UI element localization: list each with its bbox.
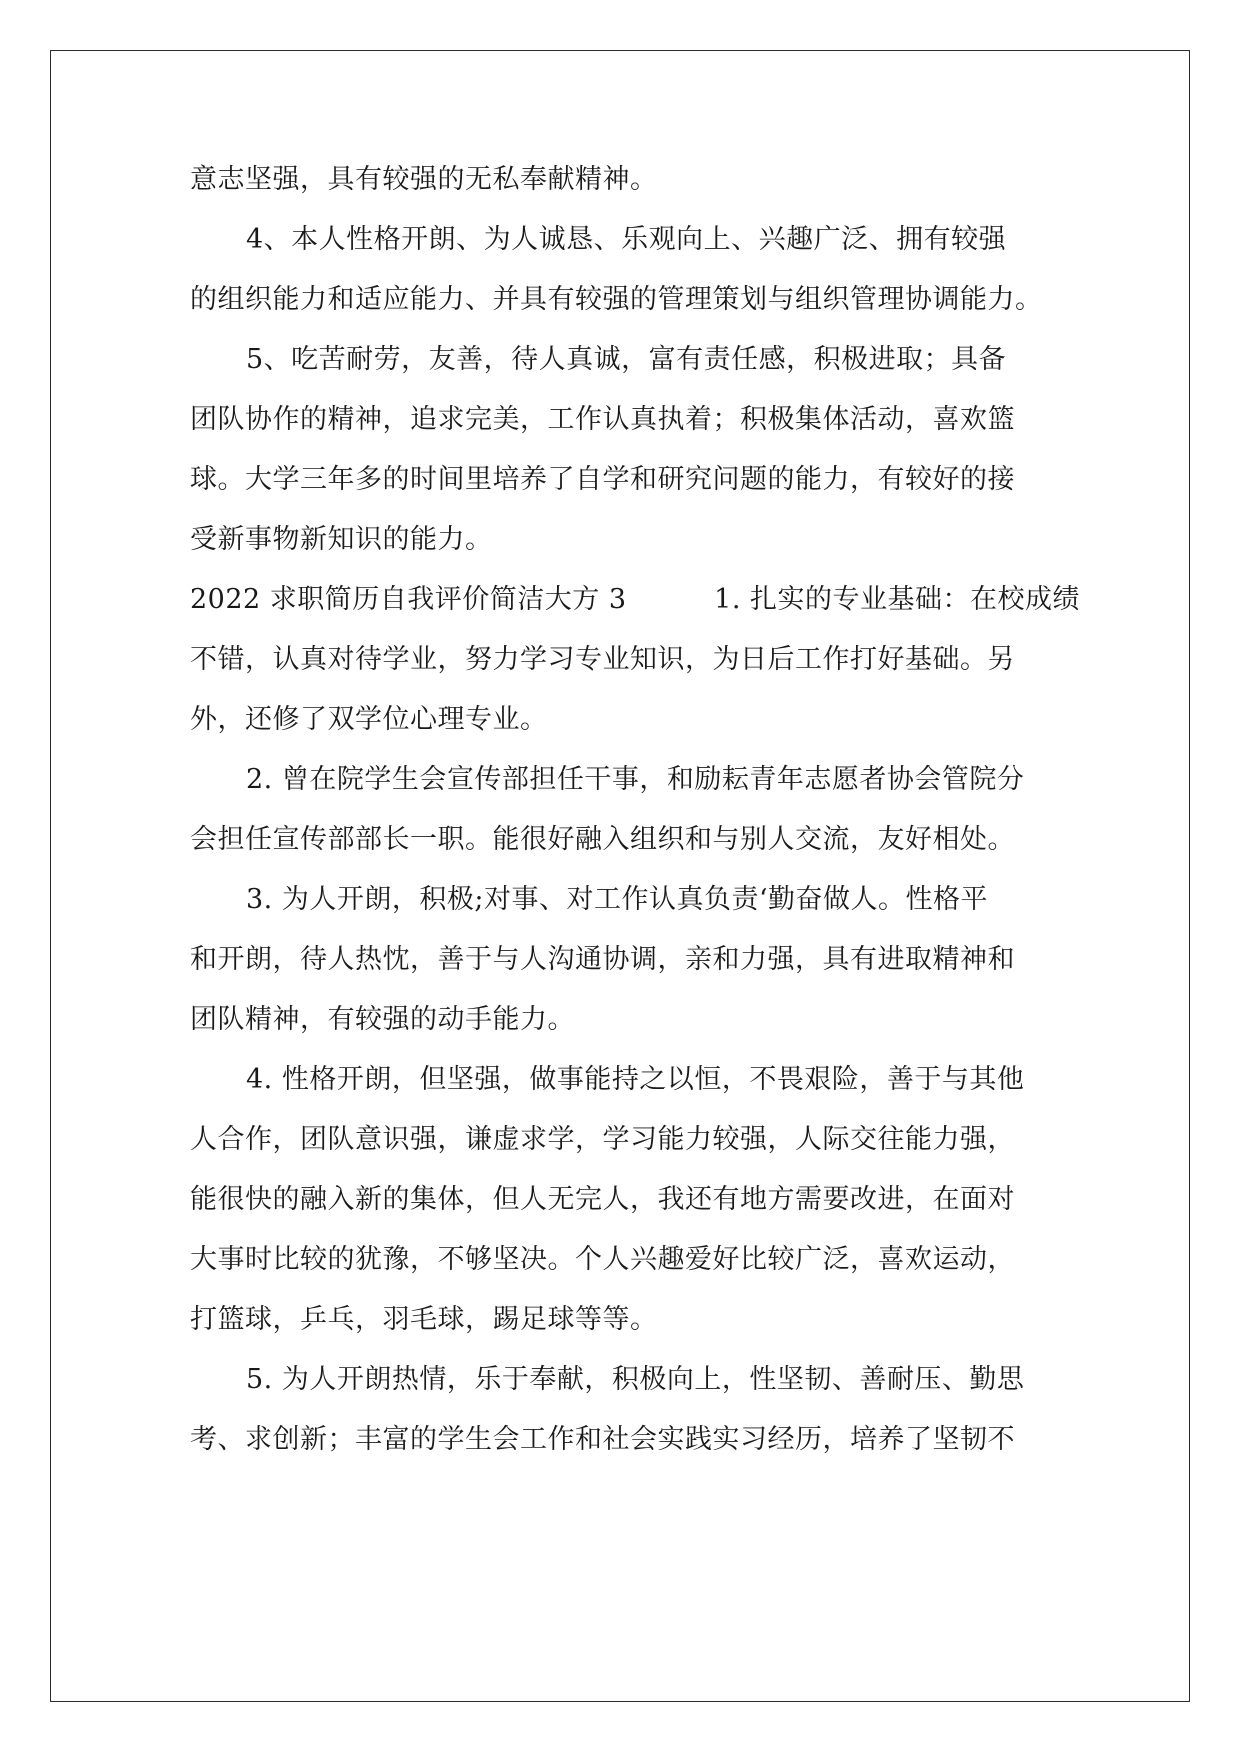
paragraph-line: 人合作，团队意识强，谦虚求学，学习能力较强，人际交往能力强，	[190, 1124, 1015, 1155]
paragraph-line: 1. 扎实的专业基础：在校成绩	[714, 584, 1080, 615]
paragraph-line: 球。大学三年多的时间里培养了自学和研究问题的能力，有较好的接	[190, 464, 1015, 495]
paragraph-line: 2. 曾在院学生会宣传部担任干事，和励耘青年志愿者协会管院分	[246, 764, 1025, 795]
paragraph-line: 团队协作的精神，追求完美，工作认真执着；积极集体活动，喜欢篮	[190, 404, 1015, 435]
section-heading: 2022 求职简历自我评价简洁大方 3	[190, 584, 627, 615]
document-body	[190, 150, 1080, 1470]
paragraph-line: 5、吃苦耐劳，友善，待人真诚，富有责任感，积极进取；具备	[246, 344, 1007, 375]
paragraph-line: 4. 性格开朗，但坚强，做事能持之以恒，不畏艰险，善于与其他	[246, 1064, 1025, 1095]
section-heading-line	[190, 570, 1080, 630]
paragraph-line: 团队精神，有较强的动手能力。	[190, 1004, 575, 1035]
paragraph-line: 意志坚强，具有较强的无私奉献精神。	[190, 164, 658, 195]
paragraph-line: 5. 为人开朗热情，乐于奉献，积极向上，性坚韧、善耐压、勤思	[246, 1364, 1025, 1395]
paragraph-line: 的组织能力和适应能力、并具有较强的管理策划与组织管理协调能力。	[190, 284, 1043, 315]
paragraph-line: 会担任宣传部部长一职。能很好融入组织和与别人交流，友好相处。	[190, 824, 1015, 855]
paragraph-line: 和开朗，待人热忱，善于与人沟通协调，亲和力强，具有进取精神和	[190, 944, 1015, 975]
paragraph-line: 受新事物新知识的能力。	[190, 524, 493, 555]
paragraph-line: 不错，认真对待学业，努力学习专业知识，为日后工作打好基础。另	[190, 644, 1015, 675]
paragraph-line: 考、求创新；丰富的学生会工作和社会实践实习经历，培养了坚韧不	[190, 1424, 1015, 1455]
paragraph-line: 能很快的融入新的集体，但人无完人，我还有地方需要改进，在面对	[190, 1184, 1015, 1215]
paragraph-line: 3. 为人开朗，积极;对事、对工作认真负责‘勤奋做人。性格平	[246, 884, 989, 915]
paragraph-line: 4、本人性格开朗、为人诚恳、乐观向上、兴趣广泛、拥有较强	[246, 224, 1007, 255]
paragraph-line: 打篮球，乒乓，羽毛球，踢足球等等。	[190, 1304, 658, 1335]
paragraph-line: 大事时比较的犹豫，不够坚决。个人兴趣爱好比较广泛，喜欢运动，	[190, 1244, 1015, 1275]
paragraph-line: 外，还修了双学位心理专业。	[190, 704, 548, 735]
